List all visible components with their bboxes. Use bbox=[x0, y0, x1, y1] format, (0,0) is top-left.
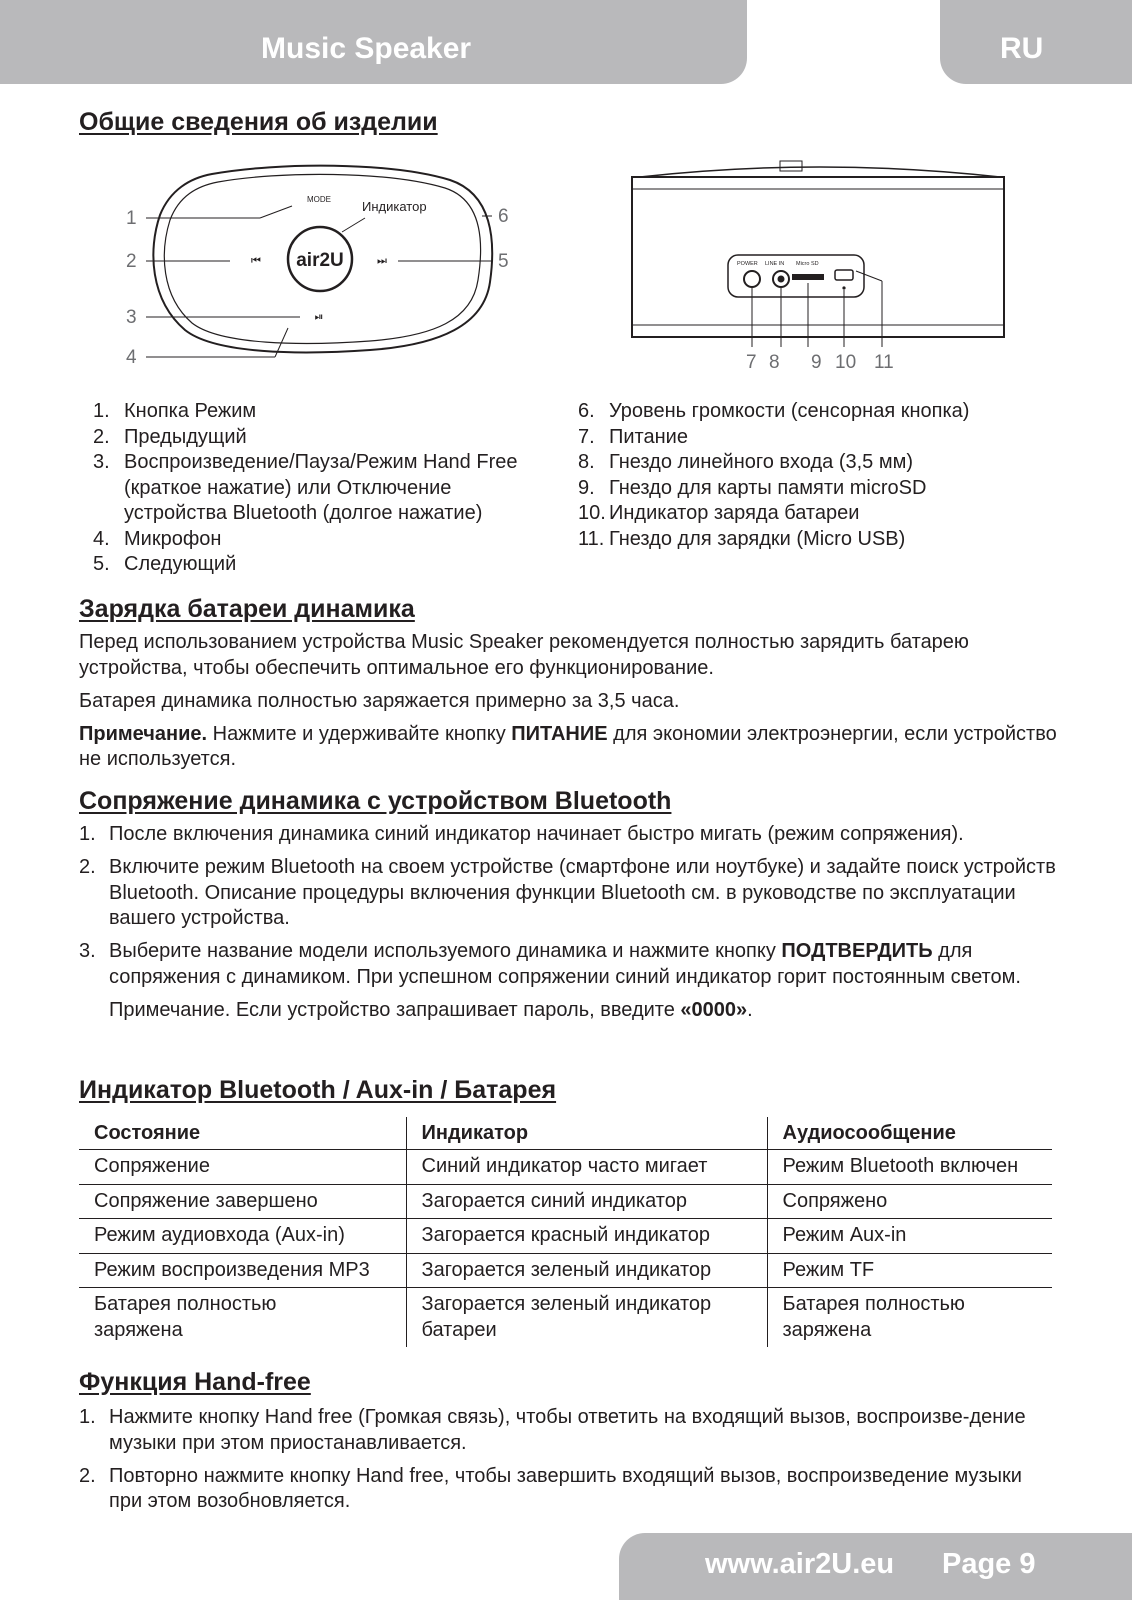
table-cell: Синий индикатор часто мигает bbox=[406, 1150, 767, 1185]
microsd-slot bbox=[792, 274, 824, 280]
list-item: 2. Предыдущий bbox=[93, 425, 247, 448]
callout-5: 5 bbox=[498, 251, 509, 272]
callout-3: 3 bbox=[126, 307, 137, 328]
table-header-cell: Состояние bbox=[79, 1117, 406, 1150]
table-header-cell: Индикатор bbox=[406, 1117, 767, 1150]
pairing-list bbox=[79, 822, 1059, 1031]
table-cell: Загорается зеленый индикатор батареи bbox=[406, 1288, 767, 1348]
list-item: 3. Выберите название модели используемого динамика и нажмите кнопку ПОДТВЕРДИТЬ для сопряжения с динамиком. При успешном сопряжении синий индикатор горит постоянным светом. bbox=[79, 940, 1021, 988]
callout-8: 8 bbox=[769, 352, 780, 373]
table-cell: Сопряжение bbox=[79, 1150, 406, 1185]
list-item: 3. Воспроизведение/Пауза/Режим Hand Free (краткое нажатие) или Отключение устройства Bluetooth (долгое нажатие) bbox=[93, 451, 518, 524]
list-item: 2. Включите режим Bluetooth на своем устройстве (смартфоне или ноутбуке) и задайте поиск устройств Bluetooth. Описание процедуры включения функции Bluetooth см. в руководстве по эксплуатации вашего устройства. bbox=[79, 856, 1056, 929]
callout-9: 9 bbox=[811, 352, 822, 373]
pairing-note: Примечание. Если устройство запрашивает пароль, введите «0000». bbox=[109, 998, 753, 1021]
table-row bbox=[79, 1150, 1052, 1185]
table-cell: Режим Bluetooth включен bbox=[767, 1150, 1052, 1185]
list-item: 4. Микрофон bbox=[93, 527, 222, 550]
svg-text:LINE IN: LINE IN bbox=[765, 261, 785, 267]
handsfree-list bbox=[79, 1405, 1039, 1522]
list-item: 9. Гнездо для карты памяти microSD bbox=[578, 476, 927, 499]
micro-usb-port bbox=[835, 270, 853, 280]
next-icon: ⏭ bbox=[377, 255, 387, 267]
section-title-charging: Зарядка батареи динамика bbox=[79, 595, 415, 623]
callout-11: 11 bbox=[874, 352, 894, 373]
table-cell: Режим аудиовхода (Aux-in) bbox=[79, 1219, 406, 1254]
callout-1: 1 bbox=[126, 208, 137, 229]
speaker-back-view-diagram bbox=[630, 155, 1010, 380]
table-cell: Загорается красный индикатор bbox=[406, 1219, 767, 1254]
table-cell: Сопряжение завершено bbox=[79, 1184, 406, 1219]
list-item: 6. Уровень громкости (сенсорная кнопка) bbox=[578, 400, 970, 422]
table-cell: Загорается зеленый индикатор bbox=[406, 1253, 767, 1288]
footer-url: www.air2U.eu bbox=[705, 1548, 895, 1580]
header-title: Music Speaker bbox=[261, 32, 472, 65]
callout-10: 10 bbox=[835, 352, 857, 373]
logo-text: air2U bbox=[296, 250, 344, 271]
svg-text:Micro SD: Micro SD bbox=[796, 261, 819, 267]
svg-text:POWER: POWER bbox=[737, 261, 758, 267]
section-title-handsfree: Функция Hand-free bbox=[79, 1368, 311, 1396]
section-title-overview: Общие сведения об изделии bbox=[79, 108, 438, 136]
mode-label: MODE bbox=[307, 195, 331, 204]
list-item: 2. Повторно нажмите кнопку Hand free, чтобы завершить входящий вызов, воспроизведение музыки при этом возобновляется. bbox=[79, 1464, 1022, 1512]
footer-bar bbox=[619, 1533, 1132, 1600]
table-cell: Режим Aux-in bbox=[767, 1219, 1052, 1254]
charging-note: Примечание. Нажмите и удерживайте кнопку ПИТАНИЕ для экономии электроэнергии, если устройство не используется. bbox=[79, 722, 1057, 770]
table-cell: Загорается синий индикатор bbox=[406, 1184, 767, 1219]
table-cell: Сопряжено bbox=[767, 1184, 1052, 1219]
section-title-indicator: Индикатор Bluetooth / Aux-in / Батарея bbox=[79, 1076, 557, 1104]
callout-6: 6 bbox=[498, 206, 509, 227]
charging-paragraph-2: Батарея динамика полностью заряжается примерно за 3,5 часа. bbox=[79, 689, 680, 712]
indicator-label: Индикатор bbox=[362, 199, 427, 214]
header-lang: RU bbox=[1000, 32, 1044, 65]
list-item: 8. Гнездо линейного входа (3,5 мм) bbox=[578, 451, 914, 473]
table-row bbox=[79, 1219, 1052, 1254]
table-row bbox=[79, 1288, 1052, 1348]
table-row bbox=[79, 1184, 1052, 1219]
charging-paragraph-1: Перед использованием устройства Music Speaker рекомендуется полностью зарядить батарею устройства, чтобы обеспечить оптимальное его функционирование. bbox=[79, 631, 969, 679]
speaker-back-outline bbox=[632, 177, 1004, 337]
table-header-cell: Аудиосообщение bbox=[767, 1117, 1052, 1150]
list-item: 1. Кнопка Режим bbox=[93, 400, 257, 422]
table-row bbox=[79, 1253, 1052, 1288]
table-cell: Батарея полностью заряжена bbox=[94, 1293, 277, 1341]
list-item: 1. После включения динамика синий индикатор начинает быстро мигать (режим сопряжения). bbox=[79, 823, 964, 845]
power-button bbox=[744, 271, 760, 287]
list-item: 5. Следующий bbox=[93, 553, 237, 575]
callout-2: 2 bbox=[126, 251, 137, 272]
list-item: 11. Гнездо для зарядки (Micro USB) bbox=[578, 527, 906, 550]
section-title-pairing: Сопряжение динамика с устройством Bluetooth bbox=[79, 787, 672, 815]
callout-7: 7 bbox=[746, 352, 757, 373]
table-header-row bbox=[79, 1117, 1052, 1150]
speaker-top-view-diagram bbox=[120, 160, 520, 375]
table-cell: Режим воспроизведения MP3 bbox=[79, 1253, 406, 1288]
indicator-table bbox=[79, 1117, 1052, 1347]
list-item: 10. Индикатор заряда батареи bbox=[578, 502, 860, 524]
parts-list-left bbox=[93, 399, 543, 578]
parts-list-right bbox=[578, 399, 1058, 552]
list-item: 7. Питание bbox=[578, 425, 688, 448]
play-pause-icon: ⏯ bbox=[314, 311, 324, 323]
list-item: 1. Нажмите кнопку Hand free (Громкая связь), чтобы ответить на входящий вызов, воспроизве-дение музыки при этом приостанавливается. bbox=[79, 1406, 1026, 1454]
table-cell: Режим TF bbox=[767, 1253, 1052, 1288]
page-number: Page 9 bbox=[942, 1548, 1036, 1580]
charging-text bbox=[79, 630, 1069, 780]
callout-4: 4 bbox=[126, 347, 137, 368]
header-title-bar bbox=[0, 0, 747, 84]
prev-icon: ⏮ bbox=[251, 255, 261, 267]
header-lang-bar bbox=[940, 0, 1132, 84]
table-cell: Батарея полностью заряжена bbox=[767, 1288, 1052, 1348]
